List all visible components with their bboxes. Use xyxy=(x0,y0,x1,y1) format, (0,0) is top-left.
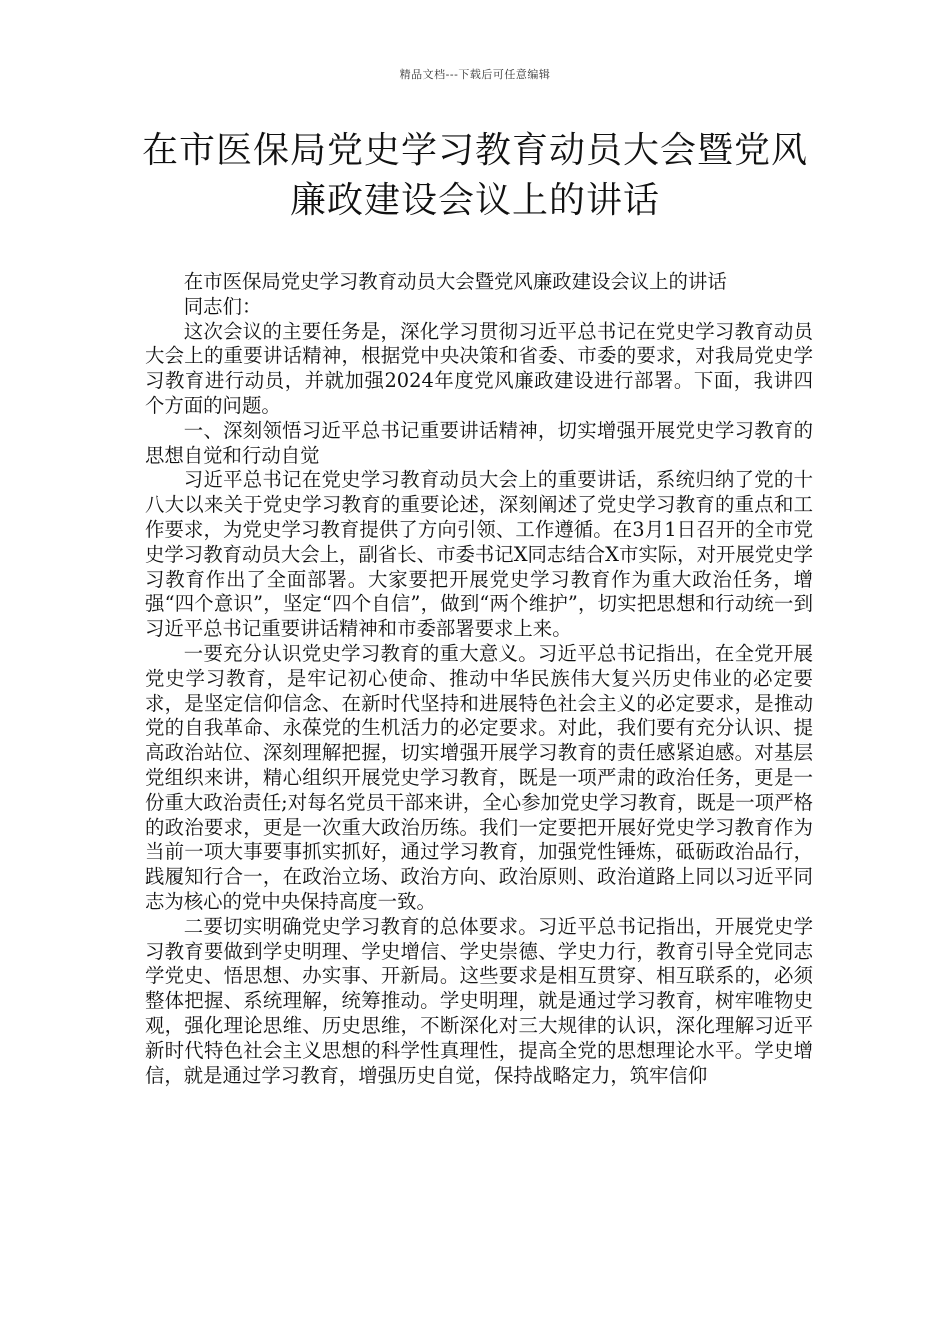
header-note: 精品文档---下载后可任意编辑 xyxy=(399,68,551,81)
paragraph-body: 二要切实明确党史学习教育的总体要求。习近平总书记指出，开展党史学习教育要做到学史明理、学史增信、学史崇德、学史力行，教育引导全党同志学党史、悟思想、办实事、开新局。这些要求是相互贯穿、相互联系的，必须整体把握、系统理解，统筹推动。学史明理，就是通过学习教育，树牢唯物史观，强化理论思维、历史思维，不断深化对三大规律的认识，深化理解习近平新时代特色社会主义思想的科学性真理性，提高全党的思想理论水平。学史增信，就是通过学习教育，增强历史自觉，保持战略定力，筑牢信仰 xyxy=(145,914,813,1087)
document-body xyxy=(145,270,813,1088)
paragraph-subtitle: 在市医保局党史学习教育动员大会暨党风廉政建设会议上的讲话 xyxy=(183,270,727,293)
paragraph-body: 习近平总书记在党史学习教育动员大会上的重要讲话，系统归纳了党的十八大以来关于党史学习教育的重要论述，深刻阐述了党史学习教育的重点和工作要求，为党史学习教育提供了方向引领、工作遵循。在3月1日召开的全市党史学习教育动员大会上，副省长、市委书记X同志结合X市实际，对开展党史学习教育作出了全面部署。大家要把开展党史学习教育作为重大政治任务，增强“四个意识”，坚定“四个自信”，做到“两个维护”，切实把思想和行动统一到习近平总书记重要讲话精神和市委部署要求上来。 xyxy=(145,468,813,641)
paragraph-intro: 这次会议的主要任务是，深化学习贯彻习近平总书记在党史学习教育动员大会上的重要讲话精神，根据党中央决策和省委、市委的要求，对我局党史学习教育进行动员，并就加强2024年度党风廉政建设进行部署。下面，我讲四个方面的问题。 xyxy=(145,319,813,417)
document-title: 在市医保局党史学习教育动员大会暨党风廉政建设会议上的讲话 xyxy=(141,130,808,221)
paragraph-body: 一要充分认识党史学习教育的重大意义。习近平总书记指出，在全党开展党史学习教育，是牢记初心使命、推动中华民族伟大复兴历史伟业的必定要求，是坚定信仰信念、在新时代坚持和进展特色社会主义的必定要求，是推动党的自我革命、永葆党的生机活力的必定要求。对此，我们要有充分认识、提高政治站位、深刻理解把握，切实增强开展学习教育的责任感紧迫感。对基层党组织来讲，精心组织开展党史学习教育，既是一项严肃的政治任务，更是一份重大政治责任;对每名党员干部来讲，全心参加党史学习教育，既是一项严格的政治要求，更是一次重大政治历练。我们一定要把开展好党史学习教育作为当前一项大事要事抓实抓好，通过学习教育，加强党性锤炼，砥砺政治品行，践履知行合一，在政治立场、政治方向、政治原则、政治道路上同以习近平同志为核心的党中央保持高度一致。 xyxy=(145,641,813,913)
paragraph-salutation: 同志们： xyxy=(183,294,262,318)
section-heading-1: 一、深刻领悟习近平总书记重要讲话精神，切实增强开展党史学习教育的思想自觉和行动自觉 xyxy=(145,418,813,467)
